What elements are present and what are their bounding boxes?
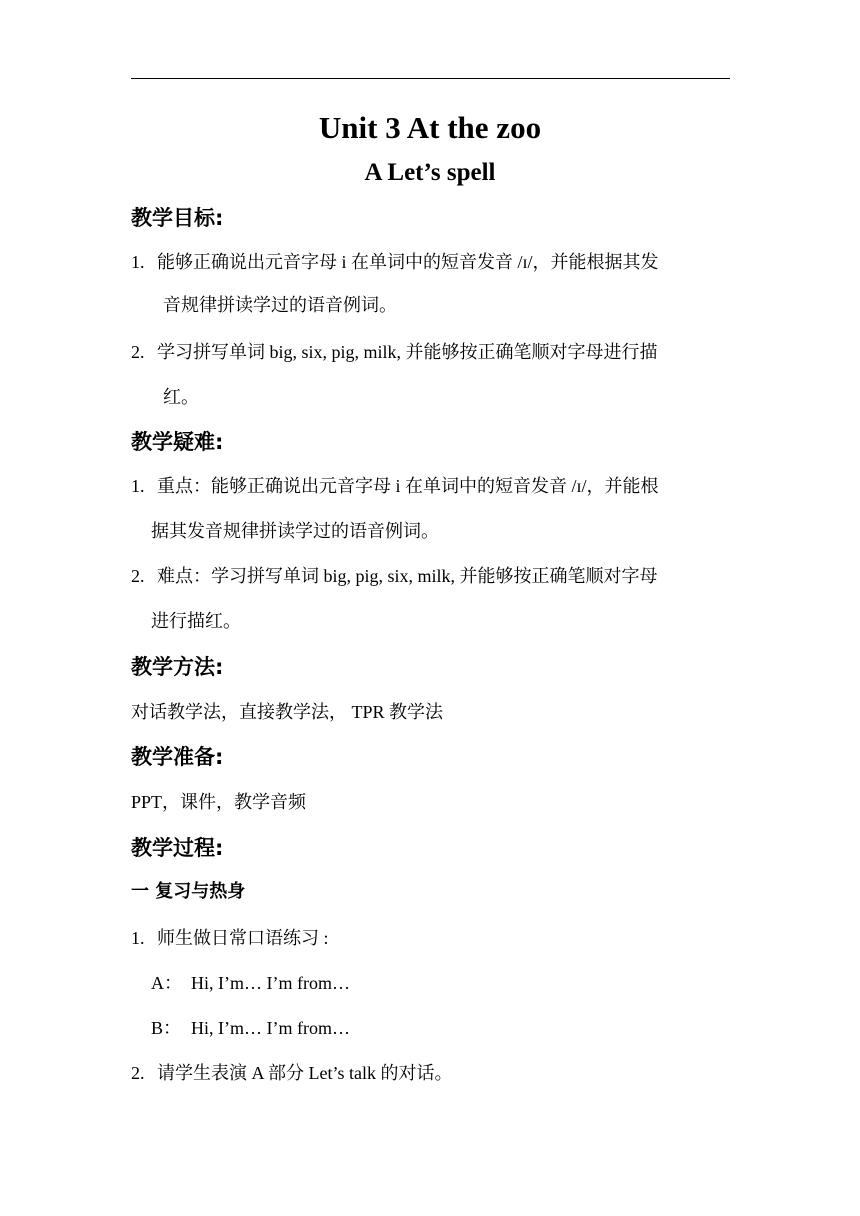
objective-2-number: 2. — [131, 342, 145, 362]
process-step-1-number: 1. — [131, 928, 145, 948]
dialogue-line-b — [151, 1015, 350, 1041]
process-step-2-text: 请学生表演 A 部分 Let’s talk 的对话。 — [157, 1063, 453, 1083]
difficulty-2-line2: 进行描红。 — [151, 611, 241, 631]
methods-heading: 教学方法: — [131, 655, 224, 679]
objective-1-line2: 音规律拼读学过的语音例词。 — [163, 295, 397, 315]
dialogue-text-b: Hi, I’m… I’m from… — [191, 1018, 350, 1038]
difficulty-2-line1 — [131, 563, 731, 589]
difficulty-1-number: 1. — [131, 476, 145, 496]
objective-2-line1 — [131, 339, 731, 365]
preparation-heading: 教学准备: — [131, 745, 224, 769]
dialogue-line-a — [151, 970, 350, 996]
preparation-text: PPT，课件，教学音频 — [131, 792, 307, 812]
process-section-1-title: 一 复习与热身 — [131, 881, 246, 902]
objectives-heading: 教学目标: — [131, 206, 224, 230]
difficulty-2-text: 难点：学习拼写单词 big, pig, six, milk, 并能够按正确笔顺对字母 — [157, 566, 658, 586]
objective-1-line1 — [131, 249, 731, 275]
document-subtitle: A Let’s spell — [364, 159, 496, 186]
difficulty-1-text: 重点：能够正确说出元音字母 i 在单词中的短音发音 /ɪ/，并能根 — [157, 476, 659, 496]
dialogue-text-a: Hi, I’m… I’m from… — [191, 973, 350, 993]
methods-text: 对话教学法，直接教学法， TPR 教学法 — [131, 702, 444, 722]
header-rule — [131, 78, 730, 79]
objective-1-number: 1. — [131, 252, 145, 272]
objective-1-text: 能够正确说出元音字母 i 在单词中的短音发音 /ɪ/，并能根据其发 — [157, 252, 659, 272]
process-heading: 教学过程: — [131, 836, 224, 860]
document-title: Unit 3 At the zoo — [318, 110, 542, 145]
process-step-1 — [131, 925, 731, 951]
objective-2-text: 学习拼写单词 big, six, pig, milk, 并能够按正确笔顺对字母进行描 — [157, 342, 658, 362]
process-step-2 — [131, 1060, 731, 1086]
difficulty-2-number: 2. — [131, 566, 145, 586]
difficulties-heading: 教学疑难: — [131, 430, 224, 454]
objective-2-line2: 红。 — [163, 387, 199, 407]
difficulty-1-line1 — [131, 473, 731, 499]
process-step-1-text: 师生做日常口语练习 : — [157, 928, 329, 948]
dialogue-speaker-b: B： — [151, 1018, 182, 1038]
process-step-2-number: 2. — [131, 1063, 145, 1083]
difficulty-1-line2: 据其发音规律拼读学过的语音例词。 — [151, 521, 439, 541]
dialogue-speaker-a: A： — [151, 973, 182, 993]
